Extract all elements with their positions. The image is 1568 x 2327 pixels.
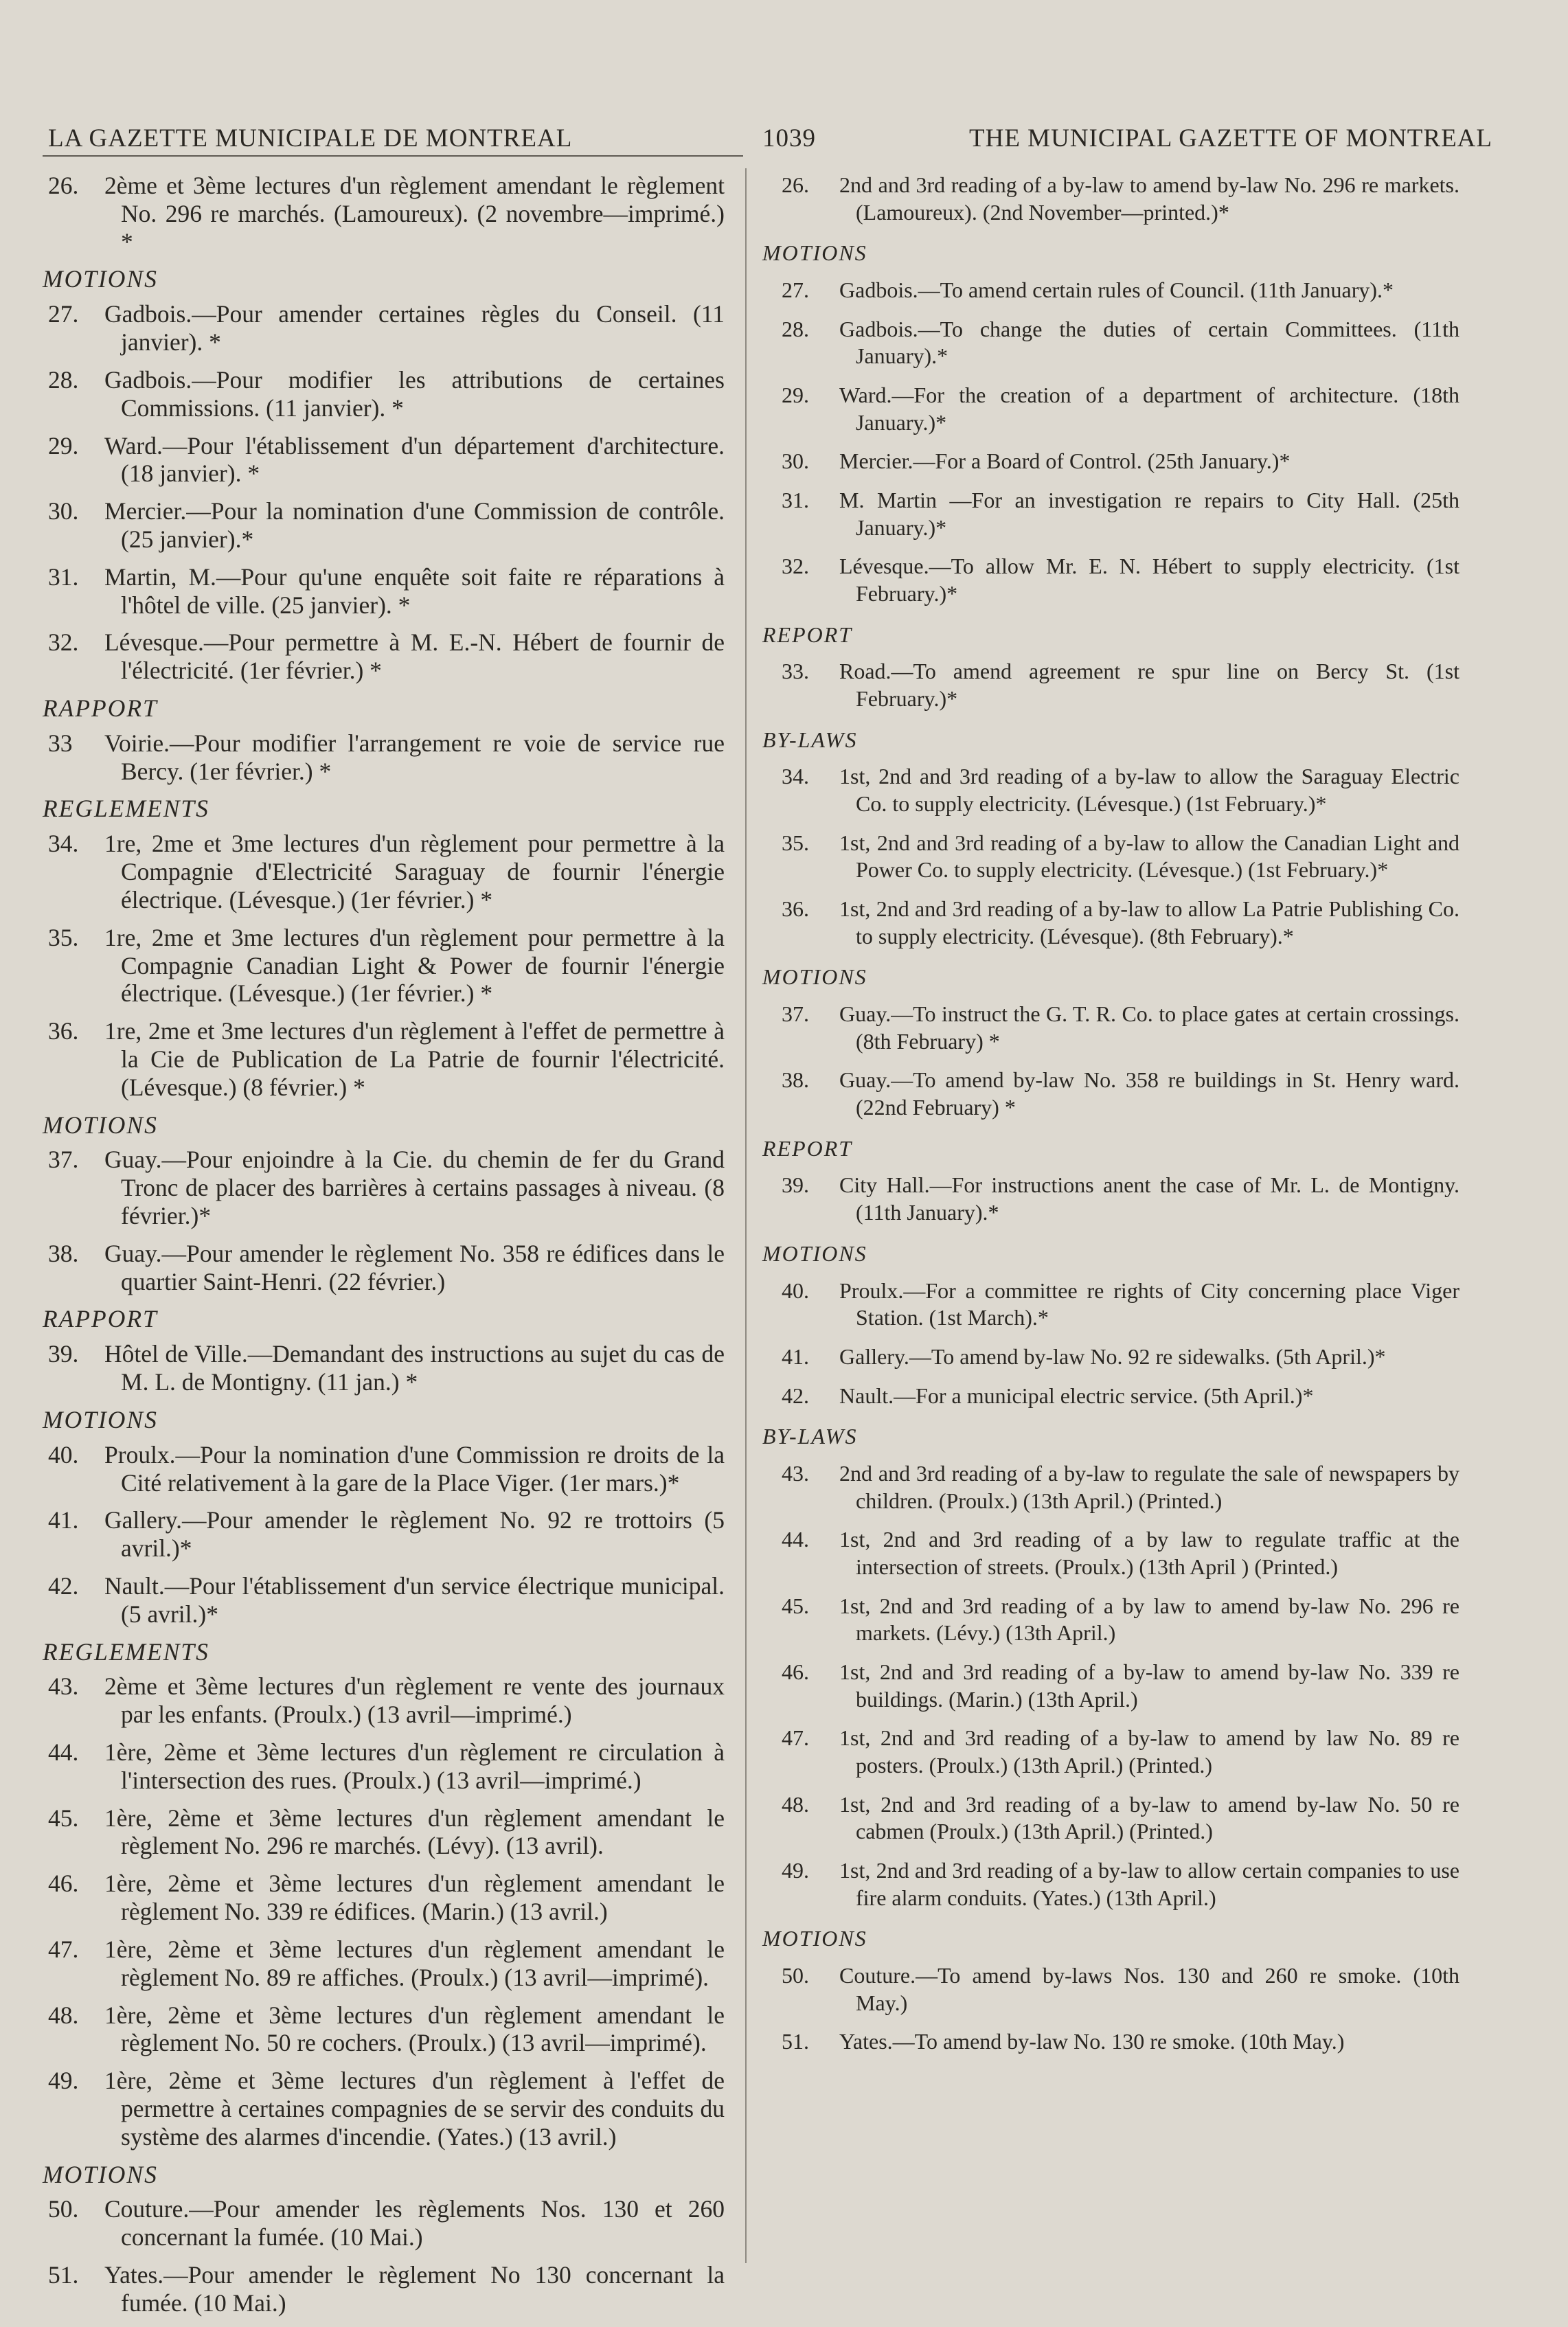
agenda-entry — [48, 432, 725, 488]
agenda-entry — [48, 1340, 725, 1396]
agenda-entry — [48, 2001, 725, 2058]
entry-number: 41. — [48, 1506, 79, 1534]
agenda-entry — [48, 628, 725, 685]
entry-text: 1st, 2nd and 3rd reading of a by law to regulate traffic at the intersection of streets. (Proulx.) (13th April ) (Printed.) — [839, 1527, 1459, 1579]
entry-text: Guay.—To instruct the G. T. R. Co. to place gates at certain crossings. (8th February) * — [839, 1001, 1459, 1054]
entry-text: Road.—To amend agreement re spur line on Bercy St. (1st February.)* — [839, 659, 1459, 712]
entry-number: 35. — [48, 923, 79, 951]
section-heading: RAPPORT — [43, 694, 158, 722]
entry-number: 50. — [782, 1962, 809, 1988]
entry-text: 1st, 2nd and 3rd reading of a by-law to allow certain companies to use fire alarm conduits. (Yates.) (13th April.) — [839, 1857, 1459, 1910]
entry-text: Guay.—Pour amender le règlement No. 358 re édifices dans le quartier Saint-Henri. (22 février.) — [104, 1239, 725, 1295]
section-heading: REGLEMENTS — [43, 1637, 209, 1666]
entry-number: 50. — [48, 2195, 79, 2223]
entry-text: 1st, 2nd and 3rd reading of a by-law to allow the Canadian Light and Power Co. to supply electricity. (Lévesque.) (1st February.)* — [839, 830, 1459, 883]
entry-text: 2nd and 3rd reading of a by-law to regulate the sale of newspapers by children. (Proulx.) (13th April.) (Printed.) — [839, 1460, 1459, 1513]
entry-text: 2nd and 3rd reading of a by-law to amend by-law No. 296 re markets. (Lamoureux). (2nd November—printed.)* — [839, 172, 1459, 225]
entry-number: 45. — [48, 1804, 79, 1832]
entry-text: 1st, 2nd and 3rd reading of a by-law to allow La Patrie Publishing Co. to supply electricity. (Lévesque). (8th February).* — [839, 896, 1459, 949]
entry-number: 46. — [48, 1870, 79, 1898]
entry-text: Hôtel de Ville.—Demandant des instructions au sujet du cas de M. L. de Montigny. (11 jan.) * — [104, 1340, 725, 1396]
section-heading: MOTIONS — [762, 964, 867, 990]
entry-text: Voirie.—Pour modifier l'arrangement re voie de service rue Bercy. (1er février.) * — [104, 729, 725, 785]
agenda-entry — [762, 316, 1459, 370]
agenda-entry — [48, 1240, 725, 1296]
entry-number: 43. — [48, 1672, 79, 1701]
entry-number: 45. — [782, 1593, 809, 1618]
entry-text: Proulx.—For a committee re rights of City concerning place Viger Station. (1st March).* — [839, 1278, 1459, 1330]
entry-number: 32. — [782, 554, 809, 579]
entry-number: 28. — [782, 316, 809, 341]
agenda-entry — [48, 1441, 725, 1497]
entry-text: Couture.—Pour amender les règlements Nos. 130 et 260 concernant la fumée. (10 Mai.) — [104, 2195, 725, 2251]
section-heading: RAPPORT — [43, 1305, 158, 1333]
entry-number: 31. — [48, 563, 79, 591]
agenda-entry — [762, 448, 1459, 475]
entry-number: 35. — [782, 830, 809, 855]
agenda-entry — [762, 1526, 1459, 1580]
agenda-entry — [762, 658, 1459, 712]
agenda-entry — [48, 1936, 725, 1992]
section-heading: MOTIONS — [762, 1240, 867, 1266]
agenda-entry — [762, 1001, 1459, 1055]
entry-text: Gadbois.—To amend certain rules of Council. (11th January).* — [839, 277, 1394, 303]
entry-number: 42. — [782, 1383, 809, 1408]
agenda-entry — [762, 1343, 1459, 1371]
entry-number: 46. — [782, 1659, 809, 1684]
header-left-title: LA GAZETTE MUNICIPALE DE MONTREAL — [48, 124, 573, 152]
entry-number: 36. — [48, 1017, 79, 1045]
entry-text: Martin, M.—Pour qu'une enquête soit faite re réparations à l'hôtel de ville. (25 janvier). * — [104, 563, 725, 619]
agenda-entry — [762, 172, 1459, 226]
english-column — [762, 172, 1459, 2067]
entry-number: 27. — [48, 300, 79, 328]
entry-number: 30. — [782, 449, 809, 474]
entry-text: 1ère, 2ème et 3ème lectures d'un règlement re circulation à l'intersection des rues. (Proulx.) (13 avril—imprimé.) — [104, 1738, 725, 1794]
entry-text: 1st, 2nd and 3rd reading of a by-law to amend by-law No. 50 re cabmen (Proulx.) (13th April.) (Printed.) — [839, 1791, 1459, 1844]
entry-number: 51. — [48, 2261, 79, 2289]
agenda-entry — [762, 277, 1459, 304]
agenda-entry — [762, 2028, 1459, 2056]
entry-number: 33 — [48, 729, 73, 757]
agenda-entry — [762, 1383, 1459, 1410]
agenda-entry — [48, 366, 725, 422]
section-heading: MOTIONS — [43, 265, 158, 293]
section-heading: BY-LAWS — [762, 727, 858, 752]
entry-number: 44. — [782, 1527, 809, 1552]
entry-number: 32. — [48, 628, 79, 657]
entry-text: Yates.—Pour amender le règlement No 130 concernant la fumée. (10 Mai.) — [104, 2261, 725, 2317]
entry-number: 26. — [782, 172, 809, 197]
entry-text: 1re, 2me et 3me lectures d'un règlement à l'effet de permettre à la Cie de Publication de La Patrie de fournir l'électricité. (Lévesque.) (8 février.) * — [104, 1017, 725, 1101]
agenda-entry — [762, 1460, 1459, 1514]
entry-number: 27. — [782, 277, 809, 303]
entry-text: 1ère, 2ème et 3ème lectures d'un règlement amendant le règlement No. 296 re marchés. (Lévy). (13 avril). — [104, 1804, 725, 1860]
agenda-entry — [762, 1278, 1459, 1332]
agenda-entry — [48, 1572, 725, 1628]
entry-number: 39. — [782, 1172, 809, 1198]
agenda-entry — [762, 1172, 1459, 1226]
agenda-entry — [48, 1017, 725, 1101]
agenda-entry — [48, 300, 725, 356]
entry-number: 41. — [782, 1343, 809, 1369]
agenda-entry — [762, 553, 1459, 607]
entry-text: 1st, 2nd and 3rd reading of a by-law to amend by law No. 89 re posters. (Proulx.) (13th April.) (Printed.) — [839, 1725, 1459, 1778]
entry-text: 1ère, 2ème et 3ème lectures d'un règlement amendant le règlement No. 89 re affiches. (Proulx.) (13 avril—imprimé). — [104, 1935, 725, 1991]
entry-text: Gallery.—Pour amender le règlement No. 92 re trottoirs (5 avril.)* — [104, 1506, 725, 1563]
section-heading: BY-LAWS — [762, 1424, 858, 1449]
agenda-entry — [762, 1791, 1459, 1846]
entry-text: Gadbois.—Pour amender certaines règles du Conseil. (11 janvier). * — [104, 300, 725, 356]
entry-number: 36. — [782, 896, 809, 922]
entry-number: 47. — [782, 1725, 809, 1751]
header-right-title: THE MUNICIPAL GAZETTE OF MONTREAL — [969, 124, 1492, 152]
entry-text: 1ère, 2ème et 3ème lectures d'un règlement amendant le règlement No. 339 re édifices. (Marin.) (13 avril.) — [104, 1870, 725, 1926]
entry-number: 30. — [48, 497, 79, 525]
page-header — [48, 117, 1527, 158]
entry-text: 1ère, 2ème et 3ème lectures d'un règlement à l'effet de permettre à certaines compagnies de se servir des conduits du système des alarmes d'incendie. (Yates.) (13 avril.) — [104, 2067, 725, 2150]
header-rule — [43, 155, 743, 157]
entry-text: Ward.—Pour l'établissement d'un département d'architecture. (18 janvier). * — [104, 431, 725, 488]
agenda-entry — [48, 2261, 725, 2317]
entry-number: 38. — [782, 1067, 809, 1093]
entry-text: 1re, 2me et 3me lectures d'un règlement pour permettre à la Compagnie d'Electricité Saraguay de fournir l'énergie électrique. (Lévesque.) (1er février.) * — [104, 830, 725, 913]
entry-number: 34. — [48, 830, 79, 858]
agenda-entry — [48, 563, 725, 620]
entry-number: 31. — [782, 488, 809, 513]
agenda-entry — [762, 487, 1459, 541]
entry-text: Yates.—To amend by-law No. 130 re smoke. (10th May.) — [839, 2029, 1345, 2054]
entry-text: Nault.—For a municipal electric service. (5th April.)* — [839, 1383, 1314, 1408]
section-heading: REPORT — [762, 1135, 853, 1161]
agenda-entry — [48, 924, 725, 1008]
entry-text: 1st, 2nd and 3rd reading of a by-law to allow the Saraguay Electric Co. to supply electricity. (Lévesque.) (1st February.)* — [839, 764, 1459, 817]
entry-number: 44. — [48, 1738, 79, 1766]
entry-text: 1ère, 2ème et 3ème lectures d'un règlement amendant le règlement No. 50 re cochers. (Proulx.) (13 avril—imprimé). — [104, 2001, 725, 2057]
french-column — [43, 172, 725, 2327]
entry-number: 34. — [782, 764, 809, 789]
entry-number: 51. — [782, 2029, 809, 2054]
agenda-entry — [762, 1067, 1459, 1121]
entry-number: 37. — [48, 1146, 79, 1174]
entry-text: Gadbois.—Pour modifier les attributions de certaines Commissions. (11 janvier). * — [104, 365, 725, 422]
entry-number: 29. — [48, 431, 79, 459]
entry-text: City Hall.—For instructions anent the case of Mr. L. de Montigny. (11th January).* — [839, 1172, 1459, 1225]
entry-text: Proulx.—Pour la nomination d'une Commission re droits de la Cité relativement à la gare de la Place Viger. (1er mars.)* — [104, 1440, 725, 1497]
entry-number: 49. — [782, 1857, 809, 1883]
entry-number: 39. — [48, 1340, 79, 1368]
agenda-entry — [48, 1506, 725, 1563]
entry-text: 1re, 2me et 3me lectures d'un règlement pour permettre à la Compagnie Canadian Light & Power de fournir l'énergie électrique. (Lévesque.) (1er février.) * — [104, 923, 725, 1008]
entry-text: Gallery.—To amend by-law No. 92 re sidewalks. (5th April.)* — [839, 1343, 1386, 1369]
agenda-entry — [48, 1146, 725, 1229]
agenda-entry — [762, 763, 1459, 817]
agenda-entry — [762, 1857, 1459, 1911]
entry-text: 1st, 2nd and 3rd reading of a by-law to amend by-law No. 339 re buildings. (Marin.) (13th April.) — [839, 1659, 1459, 1712]
entry-number: 33. — [782, 659, 809, 684]
agenda-entry — [48, 2067, 725, 2150]
entry-text: Gadbois.—To change the duties of certain Committees. (11th January).* — [839, 316, 1459, 369]
section-heading: MOTIONS — [43, 2160, 158, 2188]
section-heading: MOTIONS — [762, 240, 867, 266]
agenda-entry — [762, 1962, 1459, 2017]
agenda-entry — [762, 1593, 1459, 1647]
entry-text: 2ème et 3ème lectures d'un règlement re vente des journaux par les enfants. (Proulx.) (13 avril—imprimé.) — [104, 1672, 725, 1729]
section-heading: MOTIONS — [43, 1111, 158, 1139]
agenda-entry — [48, 1870, 725, 1926]
agenda-entry — [762, 1659, 1459, 1713]
entry-text: Mercier.—For a Board of Control. (25th January.)* — [839, 449, 1291, 474]
agenda-entry — [48, 172, 725, 256]
section-heading: MOTIONS — [762, 1926, 867, 1951]
entry-text: 2ème et 3ème lectures d'un règlement amendant le règlement No. 296 re marchés. (Lamoureux). (2 novembre—imprimé.) * — [104, 172, 725, 256]
entry-number: 40. — [48, 1440, 79, 1468]
entry-number: 47. — [48, 1935, 79, 1963]
agenda-entry — [762, 896, 1459, 950]
entry-text: Nault.—Pour l'établissement d'un service électrique municipal. (5 avril.)* — [104, 1571, 725, 1628]
entry-number: 40. — [782, 1278, 809, 1303]
entry-number: 42. — [48, 1571, 79, 1600]
entry-number: 29. — [782, 383, 809, 408]
section-heading: MOTIONS — [43, 1405, 158, 1433]
agenda-entry — [48, 1738, 725, 1795]
section-heading: REPORT — [762, 622, 853, 647]
agenda-entry — [48, 497, 725, 554]
column-divider — [745, 168, 747, 2263]
entry-number: 38. — [48, 1239, 79, 1267]
entry-number: 48. — [48, 2001, 79, 2029]
entry-number: 37. — [782, 1001, 809, 1027]
agenda-entry — [762, 382, 1459, 436]
entry-text: Ward.—For the creation of a department of architecture. (18th January.)* — [839, 383, 1459, 435]
entry-text: Lévesque.—To allow Mr. E. N. Hébert to supply electricity. (1st February.)* — [839, 554, 1459, 606]
entry-text: Guay.—To amend by-law No. 358 re buildings in St. Henry ward. (22nd February) * — [839, 1067, 1459, 1120]
entry-number: 48. — [782, 1791, 809, 1817]
agenda-entry — [48, 2195, 725, 2251]
entry-number: 26. — [48, 172, 79, 199]
agenda-entry — [48, 1672, 725, 1729]
agenda-entry — [762, 1725, 1459, 1779]
page-number: 1039 — [762, 124, 816, 152]
entry-text: Guay.—Pour enjoindre à la Cie. du chemin de fer du Grand Tronc de placer des barrières à certains passages à niveau. (8 février.)* — [104, 1146, 725, 1229]
agenda-entry — [48, 729, 725, 786]
entry-text: Couture.—To amend by-laws Nos. 130 and 260 re smoke. (10th May.) — [839, 1962, 1459, 2015]
agenda-entry — [762, 830, 1459, 884]
agenda-entry — [48, 1804, 725, 1861]
entry-number: 43. — [782, 1460, 809, 1486]
agenda-entry — [48, 830, 725, 913]
entry-number: 49. — [48, 2067, 79, 2095]
entry-number: 28. — [48, 365, 79, 394]
section-heading: REGLEMENTS — [43, 795, 209, 823]
entry-text: M. Martin —For an investigation re repairs to City Hall. (25th January.)* — [839, 488, 1459, 540]
entry-text: Lévesque.—Pour permettre à M. E.-N. Hébert de fournir de l'électricité. (1er février.) * — [104, 628, 725, 685]
entry-text: Mercier.—Pour la nomination d'une Commission de contrôle. (25 janvier).* — [104, 497, 725, 553]
entry-text: 1st, 2nd and 3rd reading of a by law to amend by-law No. 296 re markets. (Lévy.) (13th April.) — [839, 1593, 1459, 1646]
